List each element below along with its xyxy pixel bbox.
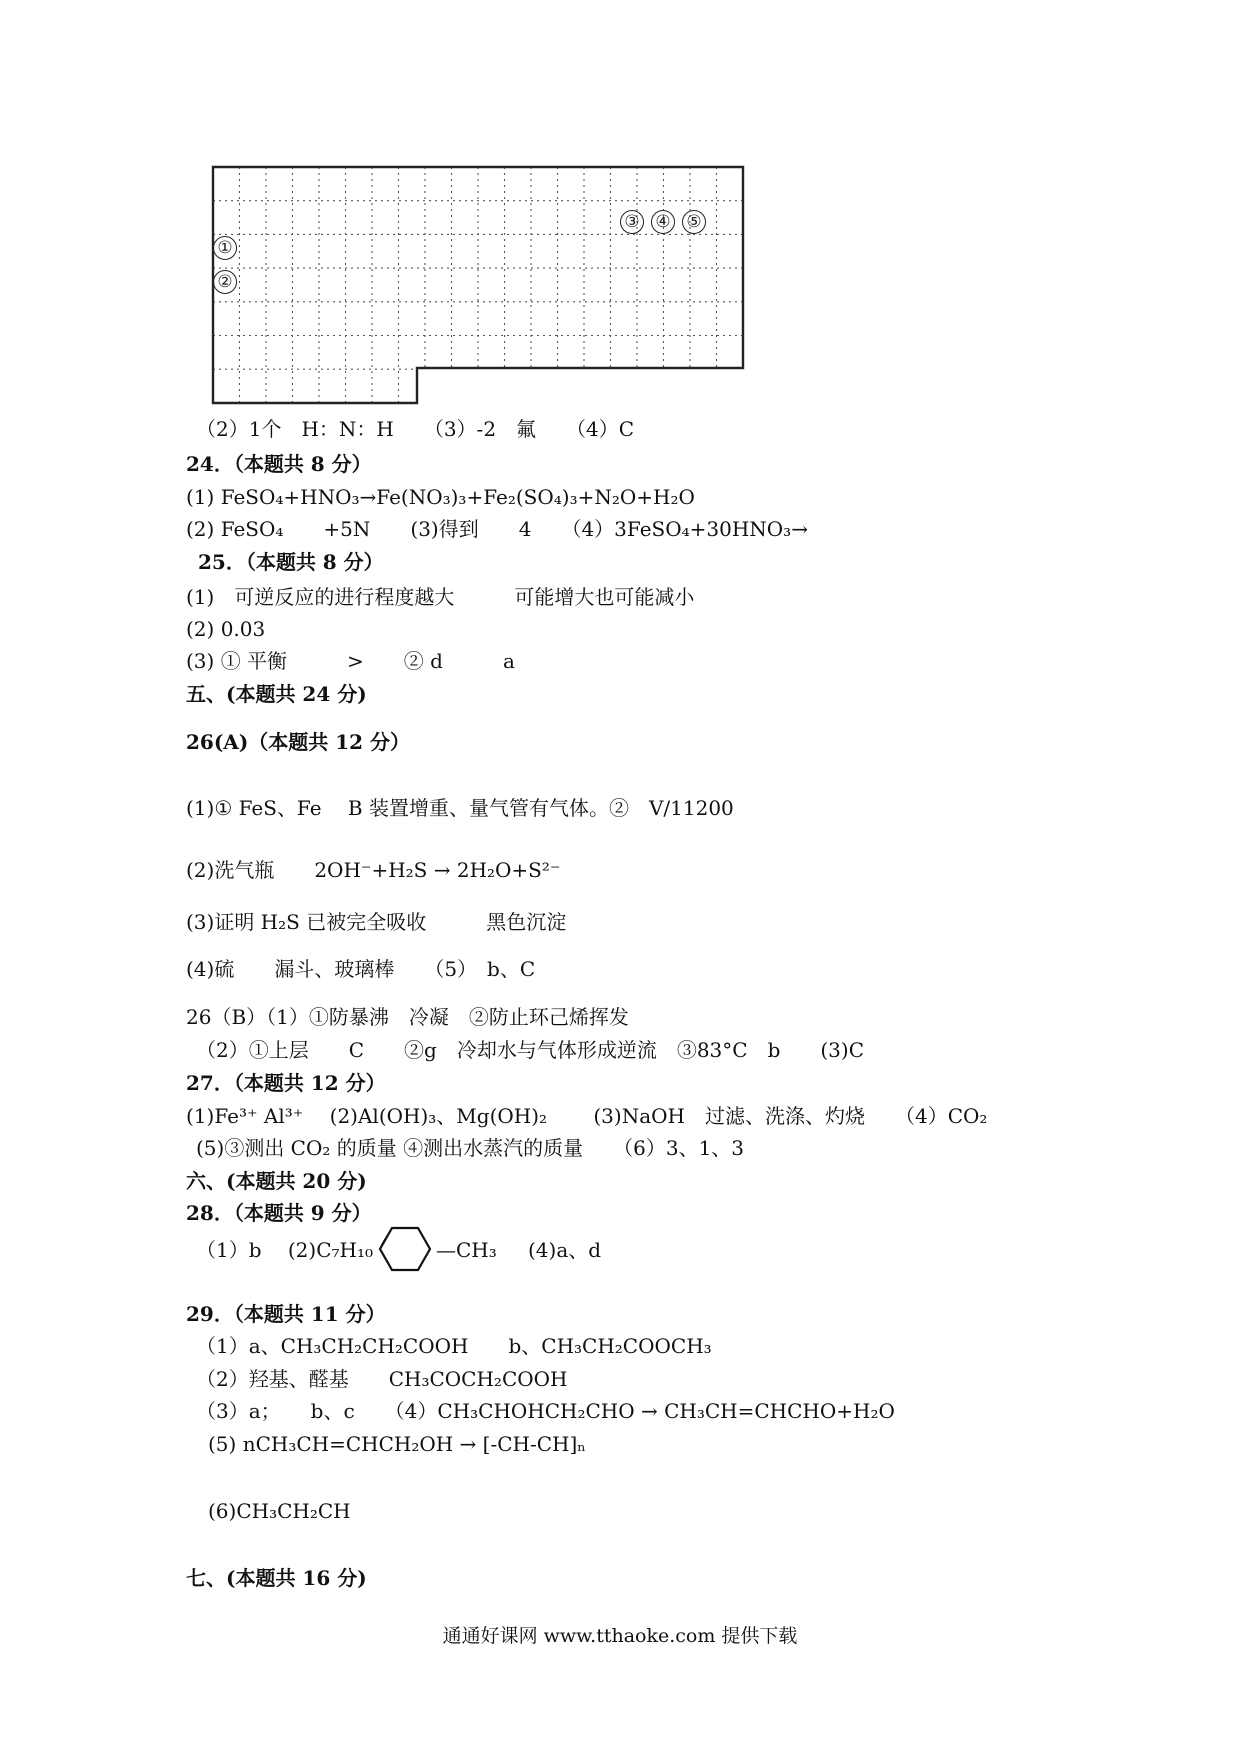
marker-3: ③ bbox=[620, 210, 644, 234]
answer-29-2: （2）羟基、醛基 CH₃COCH₂COOH bbox=[196, 1367, 568, 1391]
marker-2: ② bbox=[213, 270, 237, 294]
answer-26b-2: （2）①上层 C ②g 冷却水与气体形成逆流 ③83°C b (3)C bbox=[196, 1038, 865, 1062]
periodic-table-grid bbox=[210, 164, 746, 408]
section-5-heading: 五、(本题共 24 分) bbox=[186, 682, 367, 706]
answer-29-5: (5) nCH₃CH=CHCH₂OH → [-CH-CH]ₙ bbox=[208, 1432, 586, 1456]
answer-26a-1: (1)① FeS、Fe B 装置增重、量气管有气体。② V/11200 bbox=[186, 796, 734, 820]
answer-27-1: (1)Fe³⁺ Al³⁺ (2)Al(OH)₃、Mg(OH)₂ (3)NaOH 过滤、洗涤、灼烧 （4）CO₂ bbox=[186, 1104, 988, 1128]
answer-27-2: (5)③测出 CO₂ 的质量 ④测出水蒸汽的质量 （6）3、1、3 bbox=[196, 1136, 745, 1160]
marker-5: ⑤ bbox=[682, 210, 706, 234]
answer-29-1: （1）a、CH₃CH₂CH₂COOH b、CH₃CH₂COOCH₃ bbox=[196, 1334, 712, 1358]
answer-23-2: （2）1个 H：N：H （3）-2 氟 （4）C bbox=[196, 417, 635, 441]
marker-1: ① bbox=[213, 236, 237, 260]
answer-26a-4: (4)硫 漏斗、玻璃棒 （5） b、C bbox=[186, 957, 536, 981]
answer-29-6: (6)CH₃CH₂CH bbox=[208, 1499, 351, 1523]
section-6-heading: 六、(本题共 20 分) bbox=[186, 1169, 367, 1193]
q27-heading: 27．（本题共 12 分） bbox=[186, 1071, 386, 1095]
q25-heading: 25．（本题共 8 分） bbox=[198, 550, 384, 574]
q28-heading: 28．（本题共 9 分） bbox=[186, 1201, 372, 1225]
answer-26a-2: (2)洗气瓶 2OH⁻+H₂S → 2H₂O+S²⁻ bbox=[186, 858, 561, 882]
q26a-heading: 26(A)（本题共 12 分） bbox=[186, 730, 411, 754]
answer-28-1c: (4)a、d bbox=[528, 1238, 602, 1262]
answer-25-3: (3) ① 平衡 > ② d a bbox=[186, 649, 515, 673]
q24-heading: 24．（本题共 8 分） bbox=[186, 452, 372, 476]
answer-24-2: (2) FeSO₄ +5N (3)得到 4 （4）3FeSO₄+30HNO₃→ bbox=[186, 517, 808, 541]
answer-26a-3: (3)证明 H₂S 已被完全吸收 黑色沉淀 bbox=[186, 910, 567, 934]
cyclohexene-ring-icon bbox=[378, 1226, 432, 1272]
answer-25-2: (2) 0.03 bbox=[186, 617, 266, 641]
section-7-heading: 七、(本题共 16 分) bbox=[186, 1566, 367, 1590]
answer-28-1a: （1）b (2)C₇H₁₀ bbox=[196, 1238, 374, 1262]
page-footer: 通通好课网 www.tthaoke.com 提供下载 bbox=[442, 1625, 798, 1647]
answer-28-1b: —CH₃ bbox=[436, 1238, 497, 1262]
answer-24-1: (1) FeSO₄+HNO₃→Fe(NO₃)₃+Fe₂(SO₄)₃+N₂O+H₂O bbox=[186, 485, 695, 509]
answer-26b-1: 26（B）（1）①防暴沸 冷凝 ②防止环己烯挥发 bbox=[186, 1005, 629, 1029]
marker-4: ④ bbox=[651, 210, 675, 234]
answer-25-1: (1) 可逆反应的进行程度越大 可能增大也可能减小 bbox=[186, 585, 695, 609]
answer-29-3: （3）a； b、c （4）CH₃CHOHCH₂CHO → CH₃CH=CHCHO+H₂O bbox=[196, 1399, 895, 1423]
q29-heading: 29．（本题共 11 分） bbox=[186, 1302, 386, 1326]
